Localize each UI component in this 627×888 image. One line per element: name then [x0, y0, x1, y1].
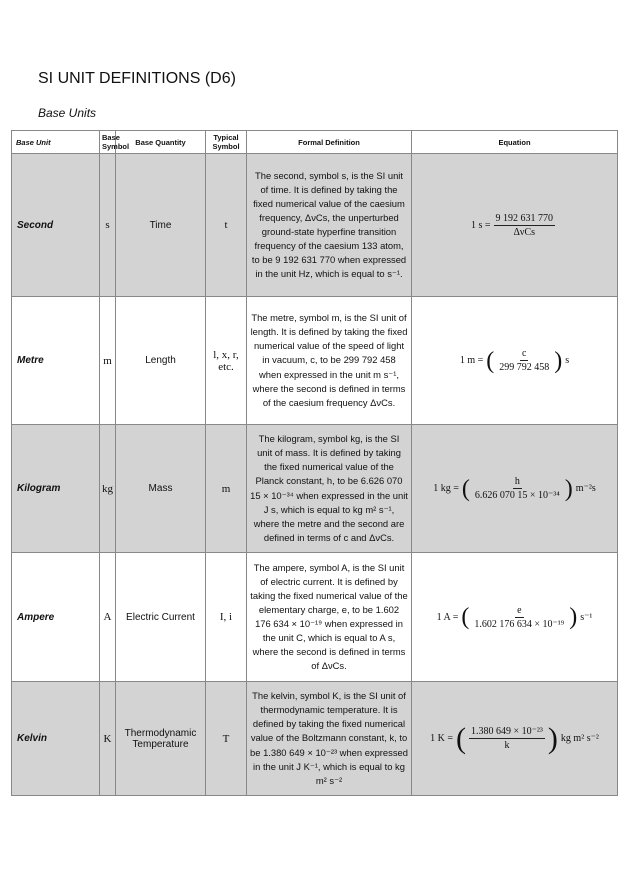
- unit-name: Second: [12, 154, 100, 297]
- typical-symbol: T: [206, 682, 247, 796]
- si-units-table: [11, 130, 618, 796]
- base-quantity: Electric Current: [116, 553, 206, 682]
- formal-definition: The ampere, symbol A, is the SI unit of electric current. It is defined by taking the fixed numerical value of the elementary charge, e, to be 1.602 176 634 × 10⁻¹⁹ when expressed in the unit C, which is equal to A s, where the second is defined in terms of ΔνCs.: [247, 553, 412, 682]
- table-row-kilogram: [12, 425, 618, 553]
- formal-definition: The kilogram, symbol kg, is the SI unit of mass. It is defined by taking the fixed numerical value of the Planck constant, h, to be 6.626 070 15 × 10⁻³⁴ when expressed in the unit J s, which is equal to kg m² s⁻¹, where the metre and the second are defined in terms of c and ΔνCs.: [247, 425, 412, 553]
- base-symbol: K: [100, 682, 116, 796]
- base-quantity: Thermodynamic Temperature: [116, 682, 206, 796]
- header-base-unit: Base Unit: [12, 131, 100, 154]
- equation: 1 A = ( $\frac{e}{\text{1.602 176 634 × 10⁻¹⁹}}$ ) s⁻¹: [412, 553, 618, 682]
- equation-lhs: 1 s =: [470, 219, 491, 231]
- unit-name: Kelvin: [12, 682, 100, 796]
- unit-name: Ampere: [12, 553, 100, 682]
- equation-numerator: h: [514, 476, 520, 487]
- equation-denominator: 6.626 070 15 × 10⁻³⁴: [474, 490, 560, 501]
- equation-denominator: 1.602 176 634 × 10⁻¹⁹: [474, 618, 565, 630]
- equation-numerator: e: [517, 604, 522, 616]
- equation-numerator: c: [522, 348, 527, 359]
- formal-definition: The second, symbol s, is the SI unit of time. It is defined by taking the fixed numerical value of the caesium frequency, ΔνCs, the unperturbed ground-state hyperfine transition frequency of the caesium 133 atom, to be 9 192 631 770 when expressed in the unit Hz, which is equal to s⁻¹.: [247, 154, 412, 297]
- table-row-kelvin: [12, 682, 618, 796]
- equation-lhs: 1 K =: [430, 733, 453, 744]
- equation: 1 K = ( $\frac{\text{1.380 649 × 10⁻²³}}{k}$ ) kg m² s⁻²: [412, 682, 618, 796]
- base-quantity: Time: [116, 154, 206, 297]
- equation-numerator: 9 192 631 770: [495, 212, 554, 224]
- equation-denominator: 299 792 458: [499, 362, 550, 373]
- equation-denominator: k: [504, 740, 510, 751]
- table-row-metre: [12, 297, 618, 425]
- typical-symbol: t: [206, 154, 247, 297]
- equation: 1 m = ( $\frac{c}{299 792 458}$ ) s: [412, 297, 618, 425]
- base-quantity: Mass: [116, 425, 206, 553]
- base-symbol: A: [100, 553, 116, 682]
- base-symbol: s: [100, 154, 116, 297]
- table-row-ampere: [12, 553, 618, 682]
- section-subtitle: Base Units: [38, 106, 97, 120]
- header-equation: Equation: [412, 131, 618, 154]
- typical-symbol: l, x, r, etc.: [206, 297, 247, 425]
- page-title: SI UNIT DEFINITIONS (D6): [38, 70, 236, 87]
- equation-denominator: ΔνCs: [513, 226, 536, 238]
- equation-lhs: 1 A =: [436, 611, 459, 623]
- base-symbol: m: [100, 297, 116, 425]
- typical-symbol: I, i: [206, 553, 247, 682]
- header-formal-definition: Formal Definition: [247, 131, 412, 154]
- equation-tail: s⁻¹: [580, 611, 593, 623]
- header-typical-symbol: Typical Symbol: [206, 131, 247, 154]
- header-row: [12, 131, 618, 154]
- header-base-quantity: Base Quantity: [116, 131, 206, 154]
- equation: [412, 154, 618, 297]
- formal-definition: The metre, symbol m, is the SI unit of length. It is defined by taking the fixed numerical value of the speed of light in vacuum, c, to be 299 792 458 when expressed in the unit m s⁻¹, where the second is defined in terms of the caesium frequency ΔνCs.: [247, 297, 412, 425]
- equation-lhs: 1 m =: [459, 355, 484, 366]
- base-quantity: Length: [116, 297, 206, 425]
- header-base-symbol: Base Symbol: [100, 131, 116, 154]
- formal-definition: The kelvin, symbol K, is the SI unit of thermodynamic temperature. It is defined by taking the fixed numerical value of the Boltzmann constant, k, to be 1.380 649 × 10⁻²³ when expressed in the unit J K⁻¹, which is equal to kg m² s⁻²: [247, 682, 412, 796]
- unit-name: Metre: [12, 297, 100, 425]
- equation-lhs: 1 kg =: [433, 483, 459, 494]
- equation-tail: s: [565, 355, 570, 366]
- equation-tail: kg m² s⁻²: [560, 733, 599, 744]
- base-symbol: kg: [100, 425, 116, 553]
- unit-name: Kilogram: [12, 425, 100, 553]
- table-row-second: [12, 154, 618, 297]
- equation: 1 kg = ( $\frac{h}{\text{6.626 070 15 × 10⁻³⁴}}$ ) m⁻²s: [412, 425, 618, 553]
- typical-symbol: m: [206, 425, 247, 553]
- equation-numerator: 1.380 649 × 10⁻²³: [471, 726, 543, 737]
- equation-tail: m⁻²s: [575, 483, 596, 494]
